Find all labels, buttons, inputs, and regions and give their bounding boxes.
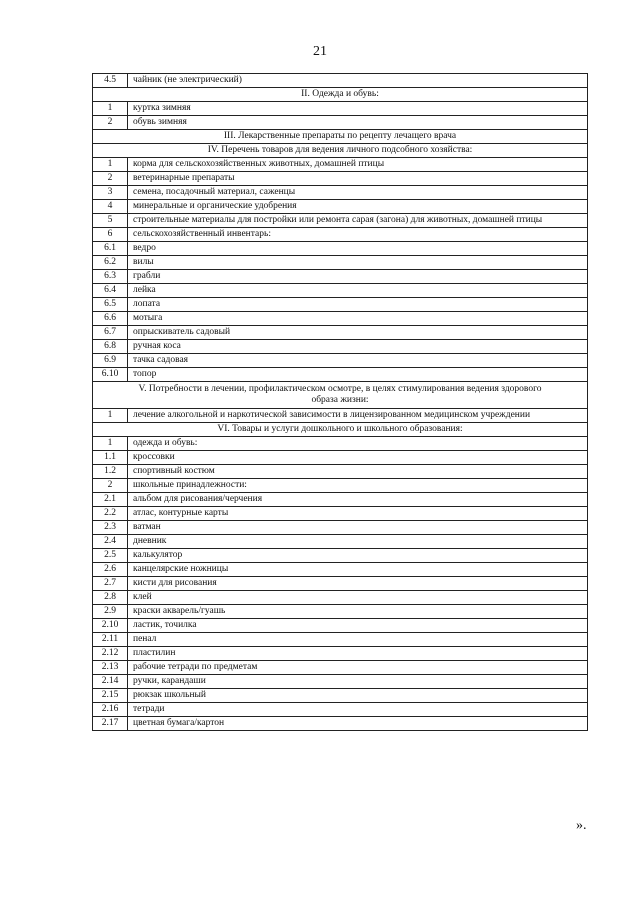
item-number: 2.1 [93, 493, 128, 507]
item-name: лейка [128, 284, 588, 298]
page-number: 21 [313, 44, 327, 59]
item-number: 6.6 [93, 312, 128, 326]
item-number: 2.4 [93, 535, 128, 549]
item-number: 2.5 [93, 549, 128, 563]
table-row [93, 549, 588, 563]
table-row [93, 256, 588, 270]
table-row [93, 242, 588, 256]
item-name: клей [128, 591, 588, 605]
section-title: VI. Товары и услуги дошкольного и школьного образования: [93, 423, 588, 437]
item-name: калькулятор [128, 549, 588, 563]
table-row [93, 451, 588, 465]
item-number: 2.15 [93, 689, 128, 703]
item-name: ручки, карандаши [128, 675, 588, 689]
item-number: 2.17 [93, 717, 128, 731]
item-name: мотыга [128, 312, 588, 326]
table-row [93, 284, 588, 298]
item-name: строительные материалы для постройки или ремонта сарая (загона) для животных, домашней птицы [128, 214, 588, 228]
item-number: 2 [93, 479, 128, 493]
item-number: 6.8 [93, 340, 128, 354]
goods-table [92, 73, 588, 731]
item-number: 6.2 [93, 256, 128, 270]
item-name: ватман [128, 521, 588, 535]
item-name: дневник [128, 535, 588, 549]
table-row [93, 116, 588, 130]
item-name: спортивный костюм [128, 465, 588, 479]
table-row [93, 507, 588, 521]
item-number: 1.2 [93, 465, 128, 479]
table-row [93, 577, 588, 591]
item-name: чайник (не электрический) [128, 74, 588, 88]
table-row [93, 591, 588, 605]
item-number: 1 [93, 437, 128, 451]
item-name: ветеринарные препараты [128, 172, 588, 186]
item-name: пластилин [128, 647, 588, 661]
item-name: канцелярские ножницы [128, 563, 588, 577]
closing-quote-mark: ». [576, 818, 587, 833]
item-name: ведро [128, 242, 588, 256]
item-number: 2 [93, 172, 128, 186]
table-row [93, 521, 588, 535]
item-name: ластик, точилка [128, 619, 588, 633]
item-name: грабли [128, 270, 588, 284]
section-header-row [93, 144, 588, 158]
item-name: вилы [128, 256, 588, 270]
table-row [93, 228, 588, 242]
item-name: ручная коса [128, 340, 588, 354]
item-name: опрыскиватель садовый [128, 326, 588, 340]
item-number: 6.4 [93, 284, 128, 298]
item-name: кроссовки [128, 451, 588, 465]
table-row [93, 102, 588, 116]
table-row [93, 703, 588, 717]
item-name: альбом для рисования/черчения [128, 493, 588, 507]
item-number: 2 [93, 116, 128, 130]
section-header-row [93, 130, 588, 144]
section-header-row [93, 423, 588, 437]
item-number: 6.7 [93, 326, 128, 340]
item-name: минеральные и органические удобрения [128, 200, 588, 214]
item-number: 2.2 [93, 507, 128, 521]
table-row [93, 354, 588, 368]
table-row [93, 493, 588, 507]
table-row [93, 661, 588, 675]
item-number: 2.10 [93, 619, 128, 633]
item-name: куртка зимняя [128, 102, 588, 116]
table-row [93, 214, 588, 228]
item-name: школьные принадлежности: [128, 479, 588, 493]
item-name: цветная бумага/картон [128, 717, 588, 731]
item-name: краски акварель/гуашь [128, 605, 588, 619]
section-title: III. Лекарственные препараты по рецепту лечащего врача [93, 130, 588, 144]
item-name: обувь зимняя [128, 116, 588, 130]
item-number: 5 [93, 214, 128, 228]
table-row [93, 535, 588, 549]
table-row [93, 312, 588, 326]
item-number: 1.1 [93, 451, 128, 465]
item-number: 6.1 [93, 242, 128, 256]
table-row [93, 186, 588, 200]
item-number: 2.16 [93, 703, 128, 717]
table-row [93, 465, 588, 479]
item-name: одежда и обувь: [128, 437, 588, 451]
item-number: 6 [93, 228, 128, 242]
item-number: 1 [93, 158, 128, 172]
table-row [93, 326, 588, 340]
item-name: тачка садовая [128, 354, 588, 368]
section-header-row [93, 382, 588, 409]
table-row [93, 437, 588, 451]
section-title: IV. Перечень товаров для ведения личного подсобного хозяйства: [93, 144, 588, 158]
table-row [93, 563, 588, 577]
table-row [93, 689, 588, 703]
item-number: 1 [93, 409, 128, 423]
table-row [93, 200, 588, 214]
table-row [93, 647, 588, 661]
item-name: лечение алкогольной и наркотической зависимости в лицензированном медицинском учреждении [128, 409, 588, 423]
table-row [93, 172, 588, 186]
item-number: 1 [93, 102, 128, 116]
item-name: топор [128, 368, 588, 382]
item-number: 2.3 [93, 521, 128, 535]
item-number: 6.10 [93, 368, 128, 382]
goods-table-body [93, 74, 588, 731]
table-row [93, 675, 588, 689]
item-number: 2.6 [93, 563, 128, 577]
section-title: V. Потребности в лечении, профилактическом осмотре, в целях стимулирования ведения здорового образа жизни: [93, 382, 588, 409]
table-row [93, 409, 588, 423]
item-name: семена, посадочный материал, саженцы [128, 186, 588, 200]
table-row [93, 717, 588, 731]
item-name: тетради [128, 703, 588, 717]
item-name: пенал [128, 633, 588, 647]
item-number: 3 [93, 186, 128, 200]
table-row [93, 74, 588, 88]
item-number: 2.13 [93, 661, 128, 675]
item-number: 2.7 [93, 577, 128, 591]
item-name: рюкзак школьный [128, 689, 588, 703]
table-row [93, 298, 588, 312]
item-number: 2.12 [93, 647, 128, 661]
item-name: кисти для рисования [128, 577, 588, 591]
table-row [93, 605, 588, 619]
table-row [93, 633, 588, 647]
item-number: 2.14 [93, 675, 128, 689]
item-name: рабочие тетради по предметам [128, 661, 588, 675]
section-title: II. Одежда и обувь: [93, 88, 588, 102]
table-row [93, 479, 588, 493]
table-row [93, 619, 588, 633]
item-name: сельскохозяйственный инвентарь: [128, 228, 588, 242]
table-row [93, 368, 588, 382]
section-header-row [93, 88, 588, 102]
item-number: 6.3 [93, 270, 128, 284]
table-row [93, 158, 588, 172]
item-number: 6.5 [93, 298, 128, 312]
item-number: 6.9 [93, 354, 128, 368]
table-row [93, 270, 588, 284]
item-name: лопата [128, 298, 588, 312]
table-row [93, 340, 588, 354]
item-name: корма для сельскохозяйственных животных, домашней птицы [128, 158, 588, 172]
item-number: 4.5 [93, 74, 128, 88]
item-number: 4 [93, 200, 128, 214]
item-name: атлас, контурные карты [128, 507, 588, 521]
item-number: 2.9 [93, 605, 128, 619]
item-number: 2.8 [93, 591, 128, 605]
item-number: 2.11 [93, 633, 128, 647]
